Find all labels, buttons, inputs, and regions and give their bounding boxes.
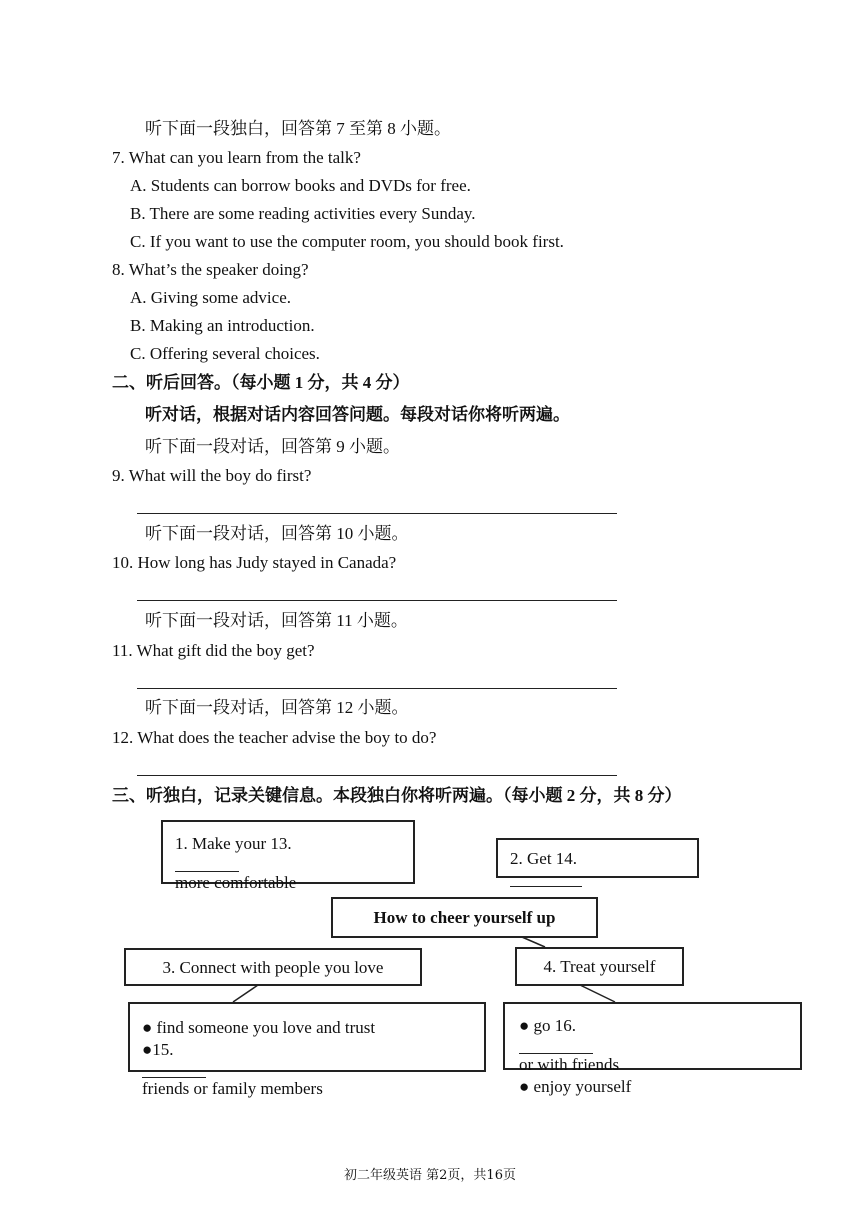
answer-line-11[interactable] — [137, 688, 617, 689]
blank-14[interactable] — [510, 870, 582, 887]
diagram-box-3 — [124, 948, 422, 986]
answer-line-12[interactable] — [137, 775, 617, 776]
instruction-10: 听下面一段对话，回答第 10 小题。 — [145, 524, 409, 543]
question-8-option-a: A. Giving some advice. — [130, 288, 291, 307]
box-2-line-1: 2. Get 14. — [510, 848, 685, 887]
question-7-option-c: C. If you want to use the computer room, you should book first. — [130, 232, 564, 251]
connector-box3-detail — [233, 985, 258, 1002]
blank-16[interactable] — [519, 1037, 593, 1054]
instruction-11: 听下面一段对话，回答第 11 小题。 — [145, 611, 408, 630]
section-three-heading: 三、听独白，记录关键信息。本段独白你将听两遍。（每小题 2 分，共 8 分） — [112, 786, 682, 805]
page-footer: 初二年级英语 第2页，共16页 — [344, 1168, 516, 1183]
question-8-option-b: B. Making an introduction. — [130, 316, 315, 335]
instruction-12: 听下面一段对话，回答第 12 小题。 — [145, 698, 409, 717]
question-10: 10. How long has Judy stayed in Canada? — [112, 553, 397, 572]
diagram-box-4-detail — [503, 1002, 802, 1096]
blank-13[interactable] — [175, 855, 239, 872]
question-12: 12. What does the teacher advise the boy to do? — [112, 728, 437, 747]
question-11: 11. What gift did the boy get? — [112, 641, 315, 660]
answer-line-9[interactable] — [137, 513, 617, 514]
box-3-bullet-2: ●15. friends or family members — [142, 1040, 323, 1098]
diagram-box-2 — [496, 838, 699, 878]
box-3-bullet-1: ● find someone you love and trust — [142, 1018, 376, 1037]
diagram-box-3-detail — [128, 1002, 486, 1098]
diagram-center-title: How to cheer yourself up — [373, 908, 556, 927]
instruction-7-8: 听下面一段独白，回答第 7 至第 8 小题。 — [145, 119, 451, 138]
box-4-bullet-2: ● enjoy yourself — [519, 1077, 632, 1096]
question-7-option-b: B. There are some reading activities every Sunday. — [130, 204, 476, 223]
answer-line-10[interactable] — [137, 600, 617, 601]
box-3-line-1: 3. Connect with people you love — [162, 958, 384, 977]
section-two-heading: 二、听后回答。（每小题 1 分，共 4 分） — [112, 373, 410, 392]
question-9: 9. What will the boy do first? — [112, 466, 312, 485]
box-4-line-1: 4. Treat yourself — [543, 957, 656, 976]
question-8-stem: 8. What’s the speaker doing? — [112, 260, 309, 279]
box-1-line-1: 1. Make your 13. — [175, 833, 401, 872]
section-two-instruction: 听对话，根据对话内容回答问题。每段对话你将听两遍。 — [145, 405, 570, 424]
instruction-9: 听下面一段对话，回答第 9 小题。 — [145, 437, 400, 456]
diagram-center-box — [331, 897, 598, 938]
question-7-option-a: A. Students can borrow books and DVDs for free. — [130, 176, 471, 195]
box-4-bullet-1: ● go 16. or with friends — [519, 1016, 620, 1074]
connector-box4-detail — [580, 985, 615, 1002]
blank-15[interactable] — [142, 1061, 206, 1078]
diagram-box-1 — [161, 820, 415, 892]
box-1-line-2: more comfortable — [175, 873, 297, 892]
question-8-option-c: C. Offering several choices. — [130, 344, 320, 363]
question-7-stem: 7. What can you learn from the talk? — [112, 148, 361, 167]
diagram-box-4 — [515, 947, 684, 986]
